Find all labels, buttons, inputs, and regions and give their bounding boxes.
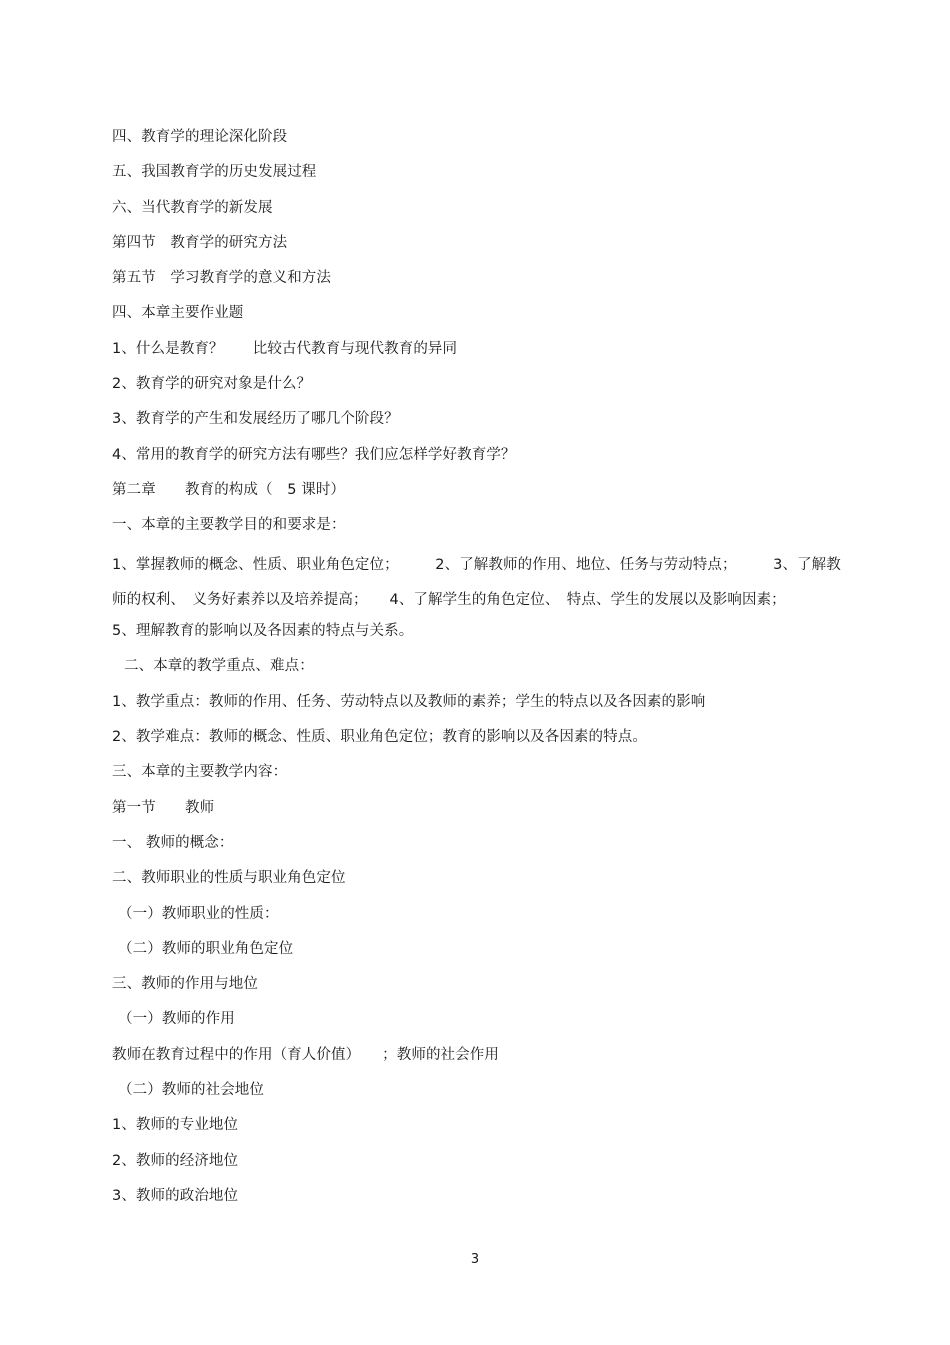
section-heading: 三、本章的主要教学内容： [112, 764, 288, 781]
list-item: （二）教师的职业角色定位 [118, 940, 294, 957]
section-heading: 四、本章主要作业题 [112, 305, 244, 322]
list-item: 三、教师的作用与地位 [112, 976, 258, 993]
list-item: 3、教师的政治地位 [112, 1187, 239, 1204]
section-heading: 四、教育学的理论深化阶段 [112, 129, 288, 145]
list-item: 2、教育学的研究对象是什么？ [112, 376, 312, 393]
paragraph: 教师在教育过程中的作用（育人价值） ；教师的社会作用 [112, 1046, 499, 1063]
section-heading: 第五节 学习教育学的意义和方法 [112, 270, 331, 287]
list-item: （一）教师的作用 [118, 1011, 235, 1028]
section-heading: 五、我国教育学的历史发展过程 [112, 164, 317, 181]
section-heading: 一、本章的主要教学目的和要求是： [112, 517, 346, 534]
section-heading: 六、当代教育学的新发展 [112, 199, 273, 216]
list-item: 4、常用的教育学的研究方法有哪些？我们应怎样学好教育学？ [112, 446, 516, 463]
chapter-title: 第二章 教育的构成（ 5 课时） [112, 481, 346, 498]
list-item: 2、教师的经济地位 [112, 1152, 239, 1169]
list-item: 2、教学难点：教师的概念、性质、职业角色定位；教育的影响以及各因素的特点。 [112, 729, 647, 746]
list-item: 3、教育学的产生和发展经历了哪几个阶段？ [112, 411, 399, 428]
list-item: 5、理解教育的影响以及各因素的特点与关系。 [112, 623, 414, 640]
page-number: 3 [470, 1252, 480, 1267]
list-item: （一）教师职业的性质： [118, 905, 279, 922]
section-heading: 第一节 教师 [112, 799, 215, 816]
page-content [112, 124, 842, 1218]
paragraph: 1、掌握教师的概念、性质、职业角色定位； 2、了解教师的作用、地位、任务与劳动特点； 3、了解教师的权利、 义务好素养以及培养提高； 4、了解学生的角色定位、 特点、学生的发展以及影响因素； [112, 556, 841, 608]
list-item: 二、教师职业的性质与职业角色定位 [112, 870, 346, 887]
section-heading: 第四节 教育学的研究方法 [112, 234, 288, 251]
list-item: 1、教学重点：教师的作用、任务、劳动特点以及教师的素养；学生的特点以及各因素的影响 [112, 693, 706, 710]
list-item: （二）教师的社会地位 [118, 1082, 264, 1099]
list-item: 1、什么是教育？ 比较古代教育与现代教育的异同 [112, 340, 458, 357]
list-item: 一、 教师的概念： [112, 834, 234, 851]
list-item: 1、教师的专业地位 [112, 1117, 239, 1134]
section-heading: 二、本章的教学重点、难点： [124, 658, 314, 675]
